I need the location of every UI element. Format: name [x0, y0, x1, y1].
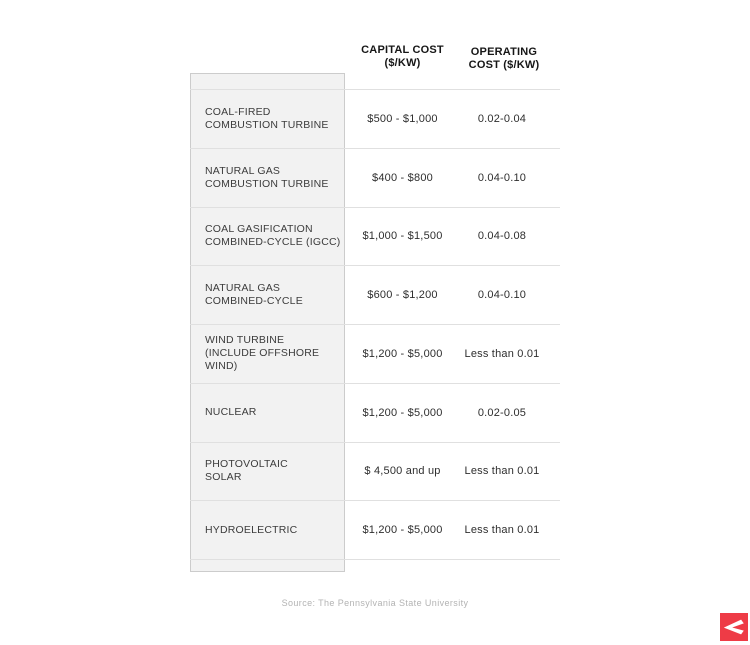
capital-cost-value: $500 - $1,000	[367, 112, 438, 125]
operating-cost-value: 0.02-0.04	[477, 112, 527, 125]
cost-table	[190, 73, 560, 572]
capital-cost-value: $1,200 - $5,000	[362, 524, 443, 537]
column-header-capital-cost: CAPITAL COST ($/KW)	[361, 44, 444, 69]
row-label: NATURAL GAS COMBUSTION TURBINE	[190, 149, 345, 207]
operating-cost-value: Less than 0.01	[464, 524, 540, 537]
operating-cost-value: 0.04-0.08	[477, 230, 527, 243]
capital-cost-value: $1,200 - $5,000	[362, 406, 443, 419]
table-spacer-row-top	[190, 73, 560, 90]
spacer-cell	[190, 73, 345, 89]
capital-cost-value: $600 - $1,200	[367, 289, 438, 302]
table-row-natural-gas-combustion	[190, 149, 560, 208]
row-label: HYDROELECTRIC	[190, 501, 345, 559]
capital-cost-value: $ 4,500 and up	[364, 465, 441, 478]
table-spacer-row-bottom	[190, 560, 560, 572]
table-row-coal-fired	[190, 90, 560, 149]
source-attribution: Source: The Pennsylvania State University	[281, 598, 469, 608]
row-label: NATURAL GAS COMBINED-CYCLE	[190, 266, 345, 324]
table-row-igcc	[190, 208, 560, 267]
operating-cost-value: Less than 0.01	[464, 347, 540, 360]
row-label: NUCLEAR	[190, 384, 345, 442]
operating-cost-value: 0.04-0.10	[477, 171, 527, 184]
brand-logo	[720, 613, 748, 641]
spacer-cell	[190, 560, 345, 572]
table-row-wind-turbine	[190, 325, 560, 384]
operating-cost-value: Less than 0.01	[464, 465, 540, 478]
table-row-hydroelectric	[190, 501, 560, 560]
column-header-operating-cost: OPERATING COST ($/KW)	[468, 46, 540, 71]
operating-cost-value: 0.02-0.05	[477, 406, 527, 419]
table-row-natural-gas-combined	[190, 266, 560, 325]
capital-cost-value: $1,000 - $1,500	[362, 230, 443, 243]
row-label: COAL-FIRED COMBUSTION TURBINE	[190, 90, 345, 148]
x-mark-logo-icon	[722, 615, 746, 639]
row-label: PHOTOVOLTAIC SOLAR	[190, 443, 345, 501]
table-row-photovoltaic	[190, 443, 560, 502]
capital-cost-value: $400 - $800	[372, 171, 433, 184]
capital-cost-value: $1,200 - $5,000	[362, 347, 443, 360]
table-row-nuclear	[190, 384, 560, 443]
row-label: COAL GASIFICATION COMBINED-CYCLE (IGCC)	[190, 208, 345, 266]
operating-cost-value: 0.04-0.10	[477, 289, 527, 302]
column-headers	[345, 44, 560, 72]
row-label: WIND TURBINE (INCLUDE OFFSHORE WIND)	[190, 325, 345, 383]
